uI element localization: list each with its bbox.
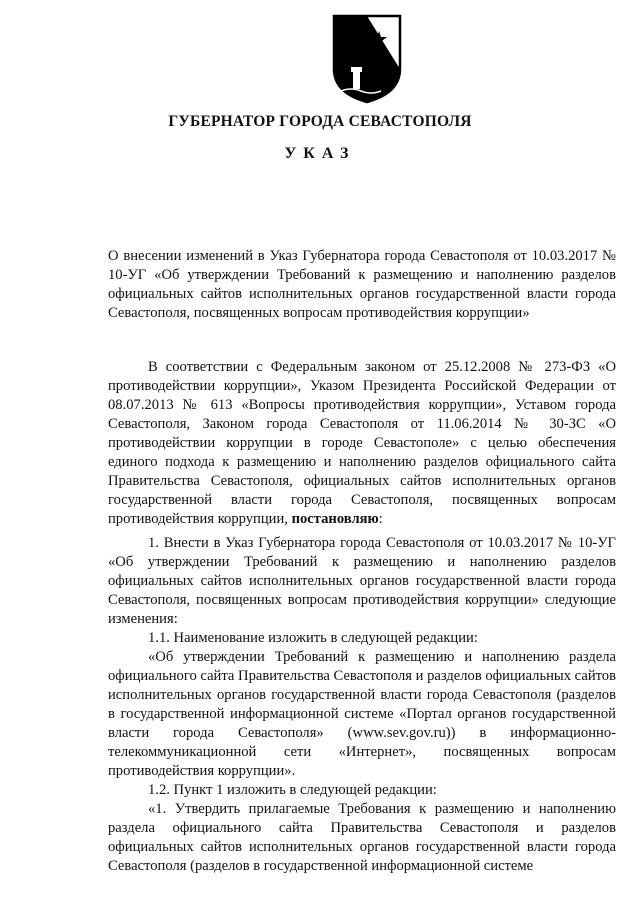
sevastopol-coat-of-arms-icon xyxy=(331,13,403,105)
preamble-colon: : xyxy=(378,511,383,527)
governor-title: ГУБЕРНАТОР ГОРОДА СЕВАСТОПОЛЯ xyxy=(168,113,472,130)
preamble-paragraph xyxy=(108,358,616,529)
item-1-2-text: «1. Утвердить прилагаемые Требования к размещению и наполнению раздела официального сайта Правительства Севастополя и разделов официальных сайтов исполнительных органов государственной власти города Севастополя (разделов в государственной информационной системе xyxy=(108,801,616,874)
item-1-1: 1.1. Наименование изложить в следующей редакции: xyxy=(148,630,478,646)
document-body xyxy=(108,534,616,876)
item-1-2: 1.2. Пункт 1 изложить в следующей редакции: xyxy=(148,782,437,798)
document-type: УКАЗ xyxy=(284,145,356,162)
document-subject xyxy=(108,247,616,323)
preamble-text: В соответствии с Федеральным законом от 25.12.2008 № 273-ФЗ «О противодействии коррупции», Указом Президента Российской Федерации от 08.07.2013 № 613 «Вопросы противодействия коррупции», Уставом города Севастополя, Законом города Севастополя от 11.06.2014 № 30-ЗС «О противодействии коррупции в городе Севастополе» с целью обеспечения единого подхода к размещению и наполнению разделов официального сайта Правительства Севастополя, официальных сайтов исполнительных органов государственной власти города Севастополя, посвященных вопросам противодействия коррупции, xyxy=(108,359,616,527)
preamble xyxy=(108,358,616,529)
subject-text: О внесении изменений в Указ Губернатора города Севастополя от 10.03.2017 № 10-УГ «Об утверждении Требований к размещению и наполнению разделов официальных сайтов исполнительных органов государственной власти города Севастополя, посвященных вопросам противодействия коррупции» xyxy=(108,248,616,321)
item-1-1-text: «Об утверждении Требований к размещению и наполнению раздела официального сайта Правительства Севастополя и разделов официальных сайтов исполнительных органов государственной власти города Севастополя (разделов в государственной информационной системе «Портал органов государственной власти города Севастополя» (www.sev.gov.ru)) в информационно-телекоммуникационной сети «Интернет», посвященных вопросам противодействия коррупции». xyxy=(108,649,616,779)
item-1: 1. Внести в Указ Губернатора города Севастополя от 10.03.2017 № 10-УГ «Об утверждении Требований к размещению и наполнению разделов официальных сайтов исполнительных органов государственной власти города Севастополя, посвященных вопросам противодействия коррупции» следующие изменения: xyxy=(108,535,616,627)
decree-keyword: постановляю xyxy=(291,511,379,527)
